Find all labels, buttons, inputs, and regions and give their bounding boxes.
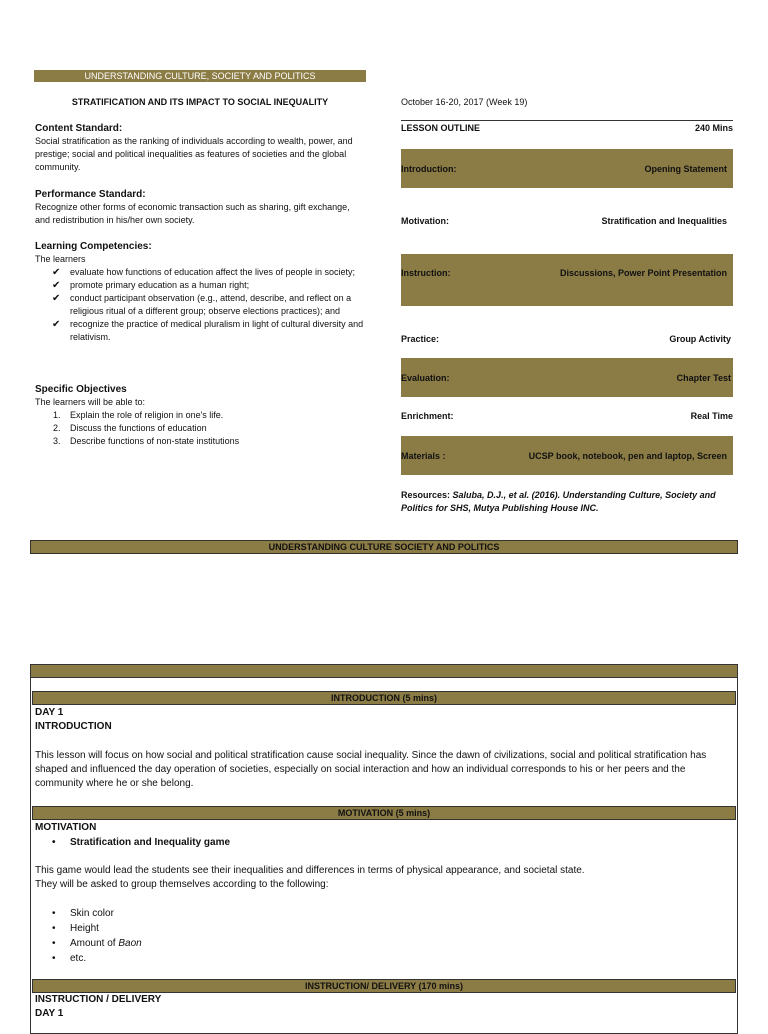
item-text: Explain the role of religion in one's life. (70, 410, 224, 420)
outline-label: Practice: (401, 334, 440, 344)
mid-banner: UNDERSTANDING CULTURE SOCIETY AND POLITICS (30, 540, 738, 554)
outline-value: UCSP book, notebook, pen and laptop, Screen (528, 450, 727, 461)
list-item: • etc. (35, 951, 142, 966)
specific-objectives-intro: The learners will be able to: (35, 397, 146, 407)
learning-competencies (35, 240, 367, 344)
instruction-day-label: DAY 1 (35, 1008, 64, 1019)
list-item (35, 435, 367, 448)
performance-standard-label: Performance Standard: (35, 189, 146, 200)
list-item: • Height (35, 921, 142, 936)
motivation-heading: MOTIVATION (35, 822, 97, 833)
performance-standard-text: Recognize other forms of economic transaction such as sharing, gift exchange, and redistribution in his/her own society. (35, 202, 350, 225)
outline-row-introduction (401, 149, 733, 188)
content-standard-label: Content Standard: (35, 123, 123, 134)
list-item: ✔ evaluate how functions of education affect the lives of people in society; (35, 266, 367, 279)
outline-row-instruction (401, 254, 733, 306)
learning-competencies-label: Learning Competencies: (35, 241, 152, 252)
objectives-list (35, 409, 367, 448)
item-text: Discuss the functions of education (70, 423, 207, 433)
outline-row-enrichment (401, 408, 733, 424)
item-number: 3. (53, 436, 61, 446)
specific-objectives-label: Specific Objectives (35, 384, 127, 395)
list-item: ✔ promote primary education as a human right; (35, 279, 367, 292)
table-header-bar (30, 664, 738, 678)
list-item: ✔ conduct participant observation (e.g., attend, describe, and reflect on a religious ritual of a different group; observe elections practices); and (35, 292, 367, 318)
header-banner: UNDERSTANDING CULTURE, SOCIETY AND POLITICS (34, 70, 366, 82)
outline-row-practice (401, 331, 733, 347)
day1-label: DAY 1 (35, 707, 64, 718)
outline-row-materials (401, 436, 733, 475)
list-item: • Skin color (35, 906, 142, 921)
motivation-bar: MOTIVATION (5 mins) (32, 806, 736, 820)
outline-value: Real Time (690, 411, 733, 421)
list-item (35, 936, 142, 951)
introduction-bar: INTRODUCTION (5 mins) (32, 691, 736, 705)
introduction-heading: INTRODUCTION (35, 721, 112, 732)
outline-title: LESSON OUTLINE (401, 123, 481, 133)
motivation-text-1: This game would lead the students see their inequalities and differences in terms of physical appearance, and societal state. (35, 865, 585, 876)
performance-standard (35, 188, 367, 227)
motivation-game-list (35, 835, 230, 850)
outline-row-motivation (401, 213, 733, 229)
outline-duration: 240 Mins (694, 123, 733, 133)
instruction-bar: INSTRUCTION/ DELIVERY (170 mins) (32, 979, 736, 993)
list-item (35, 409, 367, 422)
outline-value: Opening Statement (644, 163, 727, 174)
list-item: • Stratification and Inequality game (35, 835, 230, 850)
outline-row-evaluation (401, 358, 733, 397)
motivation-text-2: They will be asked to group themselves according to the following: (35, 879, 329, 890)
item-number: 1. (53, 410, 61, 420)
outline-value: Group Activity (669, 334, 731, 344)
lesson-title: STRATIFICATION AND ITS IMPACT TO SOCIAL INEQUALITY (71, 97, 329, 107)
resources-label: Resources: (401, 490, 451, 500)
learning-competencies-intro: The learners (35, 254, 86, 264)
item-text: Describe functions of non-state institutions (70, 436, 240, 446)
lesson-date: October 16-20, 2017 (Week 19) (401, 97, 528, 107)
content-standard-text: Social stratification as the ranking of individuals according to wealth, power, and prestige; social and political inequalities as features of societies and the global community. (35, 136, 353, 172)
specific-objectives (35, 383, 367, 448)
outline-header (401, 120, 733, 135)
outline-label: Instruction: (401, 268, 451, 278)
introduction-text: This lesson will focus on how social and political stratification cause social inequality. Since the dawn of civilizations, social and political stratification has shaped and influenced the day operation of societies, especially on social interaction and how an individual corresponds to his or her peers and the community where he or she belong. (35, 750, 707, 789)
resources-text: Saluba, D.J., et al. (2016). Understanding Culture, Society and Politics for SHS, Mutya Publishing House INC. (401, 490, 716, 513)
list-item: ✔ recognize the practice of medical pluralism in light of cultural diversity and relativism. (35, 318, 367, 344)
outline-label: Materials : (401, 450, 446, 461)
list-item (35, 422, 367, 435)
outline-value: Stratification and Inequalities (601, 216, 727, 226)
item-number: 2. (53, 423, 61, 433)
resources (401, 489, 733, 515)
content-standard (35, 122, 367, 174)
outline-label: Enrichment: (401, 411, 454, 421)
outline-value: Chapter Test (676, 372, 731, 383)
outline-label: Introduction: (401, 163, 457, 174)
motivation-criteria-list (35, 906, 142, 966)
competencies-list (35, 266, 367, 344)
item-text: Amount of (70, 938, 119, 949)
instruction-heading: INSTRUCTION / DELIVERY (35, 994, 162, 1005)
item-text-italic: Baon (118, 938, 142, 949)
outline-label: Motivation: (401, 216, 449, 226)
outline-label: Evaluation: (401, 372, 450, 383)
outline-value: Discussions, Power Point Presentation (559, 268, 727, 278)
